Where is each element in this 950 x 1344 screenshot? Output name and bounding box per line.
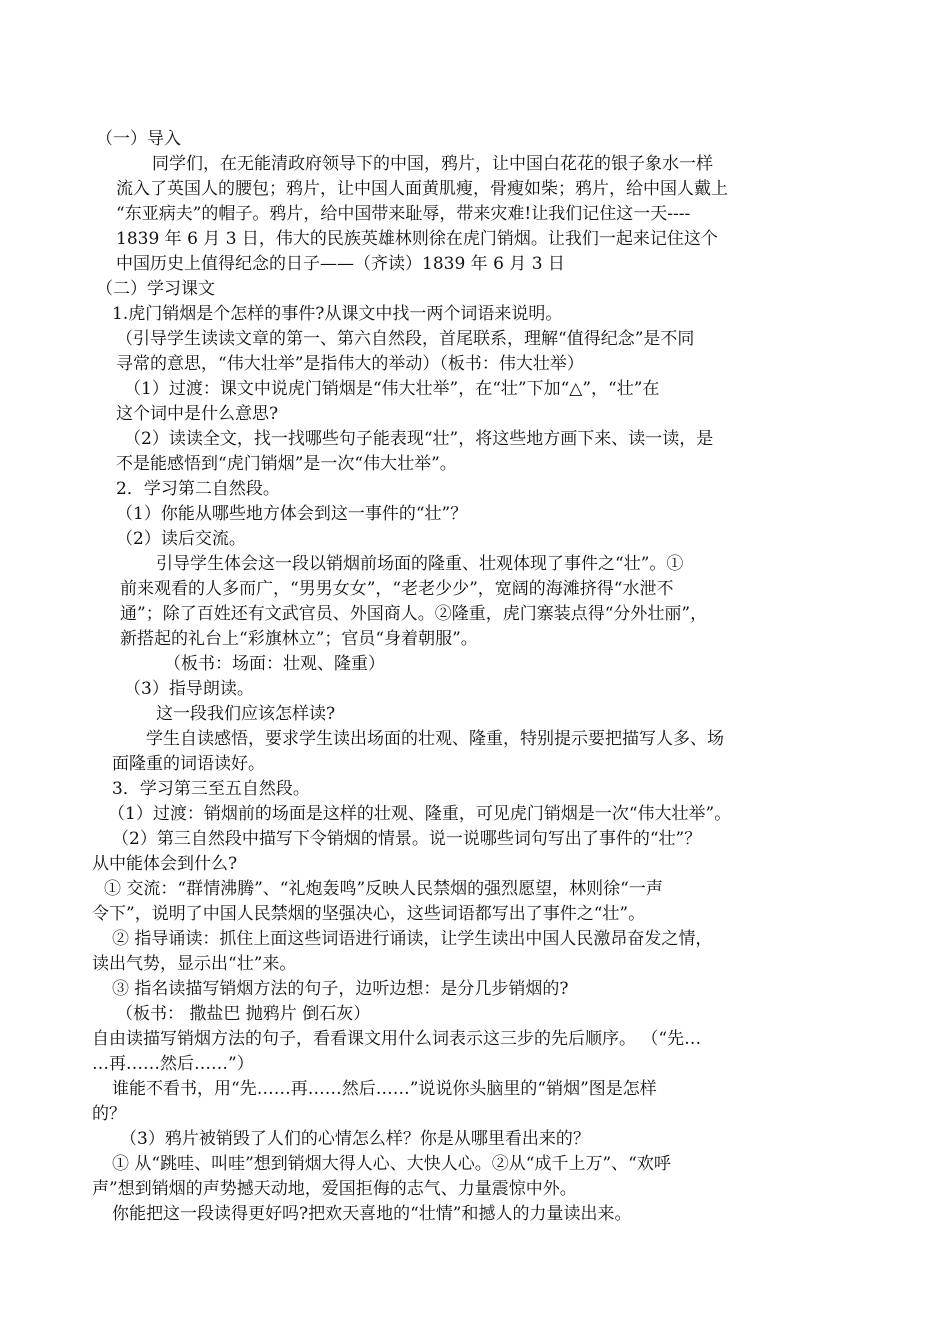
paragraph-line: “东亚病夫”的帽子。鸦片，给中国带来耻辱，带来灾难!让我们记住这一天---- bbox=[116, 204, 691, 224]
paragraph-line: 引导学生体会这一段以销烟前场面的隆重、壮观体现了事件之“壮”。① bbox=[156, 554, 684, 574]
paragraph-line: 谁能不看书，用“先……再……然后……”说说你头脑里的“销烟”图是怎样 bbox=[112, 1079, 657, 1099]
paragraph-line: 新搭起的礼台上“彩旗林立”；官员“身着朝服”。 bbox=[120, 629, 478, 649]
paragraph-line: （3）指导朗读。 bbox=[124, 679, 254, 699]
paragraph-line: 通”；除了百姓还有文武官员、外国商人。②隆重，虎门寨装点得“分外壮丽”， bbox=[120, 604, 708, 624]
paragraph-line: 前来观看的人多而广，“男男女女”，“老老少少”，宽阔的海滩挤得“水泄不 bbox=[120, 579, 674, 599]
paragraph-line: 1839 年 6 月 3 日，伟大的民族英雄林则徐在虎门销烟。让我们一起来记住这个 bbox=[116, 229, 718, 249]
paragraph-line: 寻常的意思，“伟大壮举”是指伟大的举动）（板书：伟大壮举） bbox=[116, 354, 584, 374]
paragraph-line: （2）读读全文，找一找哪些句子能表现“壮”，将这些地方画下来、读一读，是 bbox=[124, 429, 714, 449]
paragraph-line: （板书：场面：壮观、隆重） bbox=[164, 654, 385, 674]
list-item-heading: 2．学习第二自然段。 bbox=[116, 479, 280, 499]
paragraph-line: 从中能体会到什么? bbox=[92, 854, 238, 874]
paragraph-line: 面隆重的词语读好。 bbox=[112, 754, 265, 774]
paragraph-line: （板书： 撒盐巴 抛鸦片 倒石灰） bbox=[116, 1004, 371, 1024]
paragraph-line: （引导学生读读文章的第一、第六自然段，首尾联系，理解“值得纪念”是不同 bbox=[116, 329, 695, 349]
paragraph-line: 这个词中是什么意思? bbox=[116, 404, 279, 424]
paragraph-line: （2）第三自然段中描写下令销烟的情景。说一说哪些词句写出了事件的“壮”？ bbox=[112, 829, 702, 849]
paragraph-line: 声”想到销烟的声势撼天动地，爱国拒侮的志气、力量震惊中外。 bbox=[92, 1179, 577, 1199]
paragraph-line: 读出气势，显示出“壮”来。 bbox=[92, 954, 297, 974]
paragraph-line: ① 从“跳哇、叫哇”想到销烟大得人心、大快人心。②从“成千上万”、“欢呼 bbox=[112, 1154, 671, 1174]
paragraph-line: ③ 指名读描写销烟方法的句子，边听边想：是分几步销烟的? bbox=[112, 979, 569, 999]
list-item-heading: 1.虎门销烟是个怎样的事件?从课文中找一两个词语来说明。 bbox=[112, 304, 563, 324]
paragraph-line: ① 交流：“群情沸腾”、“礼炮轰鸣”反映人民禁烟的强烈愿望，林则徐“一声 bbox=[104, 879, 663, 899]
paragraph-line: （2）读后交流。 bbox=[116, 529, 246, 549]
paragraph-line: 这一段我们应该怎样读? bbox=[156, 704, 336, 724]
section-heading-study: （二）学习课文 bbox=[96, 279, 215, 299]
list-item-heading: 3．学习第三至五自然段。 bbox=[112, 779, 310, 799]
paragraph-line: 你能把这一段读得更好吗?把欢天喜地的“壮情”和撼人的力量读出来。 bbox=[112, 1204, 632, 1224]
section-heading-intro: （一）导入 bbox=[96, 129, 181, 149]
paragraph-line: ② 指导诵读：抓住上面这些词语进行诵读，让学生读出中国人民激昂奋发之情， bbox=[112, 929, 713, 949]
paragraph-line: 令下”，说明了中国人民禁烟的坚强决心，这些词语都写出了事件之“壮”。 bbox=[92, 904, 646, 924]
paragraph-line: 中国历史上值得纪念的日子——（齐读）1839 年 6 月 3 日 bbox=[116, 254, 565, 274]
paragraph-line: （1）你能从哪些地方体会到这一事件的“壮”？ bbox=[116, 504, 468, 524]
paragraph-line: （3）鸦片被销毁了人们的心情怎么样？你是从哪里看出来的？ bbox=[120, 1129, 590, 1149]
paragraph-line: 流入了英国人的腰包；鸦片，让中国人面黄肌瘦，骨瘦如柴；鸦片，给中国人戴上 bbox=[116, 179, 728, 199]
paragraph-line: 自由读描写销烟方法的句子，看看课文用什么词表示这三步的先后顺序。 （“先… bbox=[92, 1029, 702, 1049]
paragraph-line: 学生自读感悟，要求学生读出场面的壮观、隆重，特别提示要把描写人多、场 bbox=[146, 729, 724, 749]
paragraph-line: （1）过渡：课文中说虎门销烟是“伟大壮举”，在“壮”下加“△”，“壮”在 bbox=[124, 379, 660, 399]
paragraph-line: …再……然后……”） bbox=[92, 1054, 254, 1074]
paragraph-line: （1）过渡：销烟前的场面是这样的壮观、隆重，可见虎门销烟是一次“伟大壮举”。 bbox=[108, 804, 732, 824]
paragraph-line: 不是能感悟到“虎门销烟”是一次“伟大壮举”。 bbox=[116, 454, 457, 474]
paragraph-line: 同学们，在无能清政府领导下的中国，鸦片，让中国白花花的银子象水一样 bbox=[152, 154, 713, 174]
paragraph-line: 的？ bbox=[92, 1104, 126, 1124]
